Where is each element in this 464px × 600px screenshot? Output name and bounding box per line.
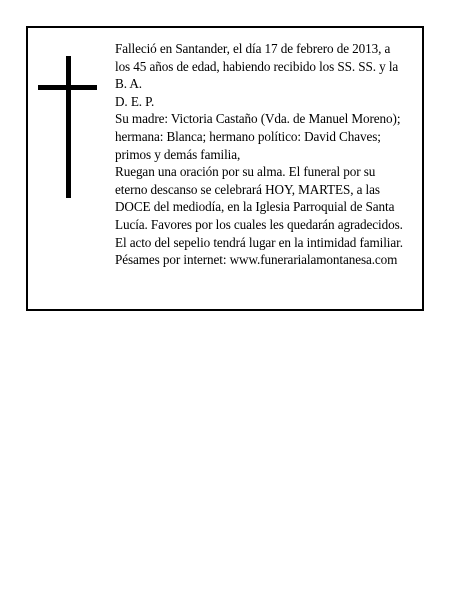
text-line: B. A. [115, 76, 142, 92]
funeral-line: Lucía. Favores por los cuales les quedarán agradecidos. [115, 216, 403, 232]
family-line: primos y demás familia, [115, 146, 241, 162]
family-line: hermana: Blanca; hermano político: David Chaves; [115, 128, 381, 144]
cross-vertical-bar [66, 56, 71, 198]
burial-line: El acto del sepelio tendrá lugar en la intimidad familiar. [115, 234, 403, 250]
funeral-line: DOCE del mediodía, en la Iglesia Parroquial de Santa [115, 199, 395, 215]
obituary-text [115, 40, 425, 269]
funeral-line: Ruegan una oración por su alma. El funeral por su [115, 164, 376, 180]
condolences-line: Pésames por internet: www.funerarialamontanesa.com [115, 252, 398, 268]
text-line: Falleció en Santander, el día 17 de febrero de 2013, a [115, 41, 391, 56]
obituary-notice [26, 26, 424, 311]
dep-line: D. E. P. [115, 93, 155, 109]
funeral-line: eterno descanso se celebrará HOY, MARTES, a las [115, 181, 380, 197]
cross-horizontal-bar [38, 85, 97, 90]
family-line: Su madre: Victoria Castaño (Vda. de Manuel Moreno); [115, 111, 401, 127]
text-line: los 45 años de edad, habiendo recibido los SS. SS. y la [115, 58, 399, 74]
